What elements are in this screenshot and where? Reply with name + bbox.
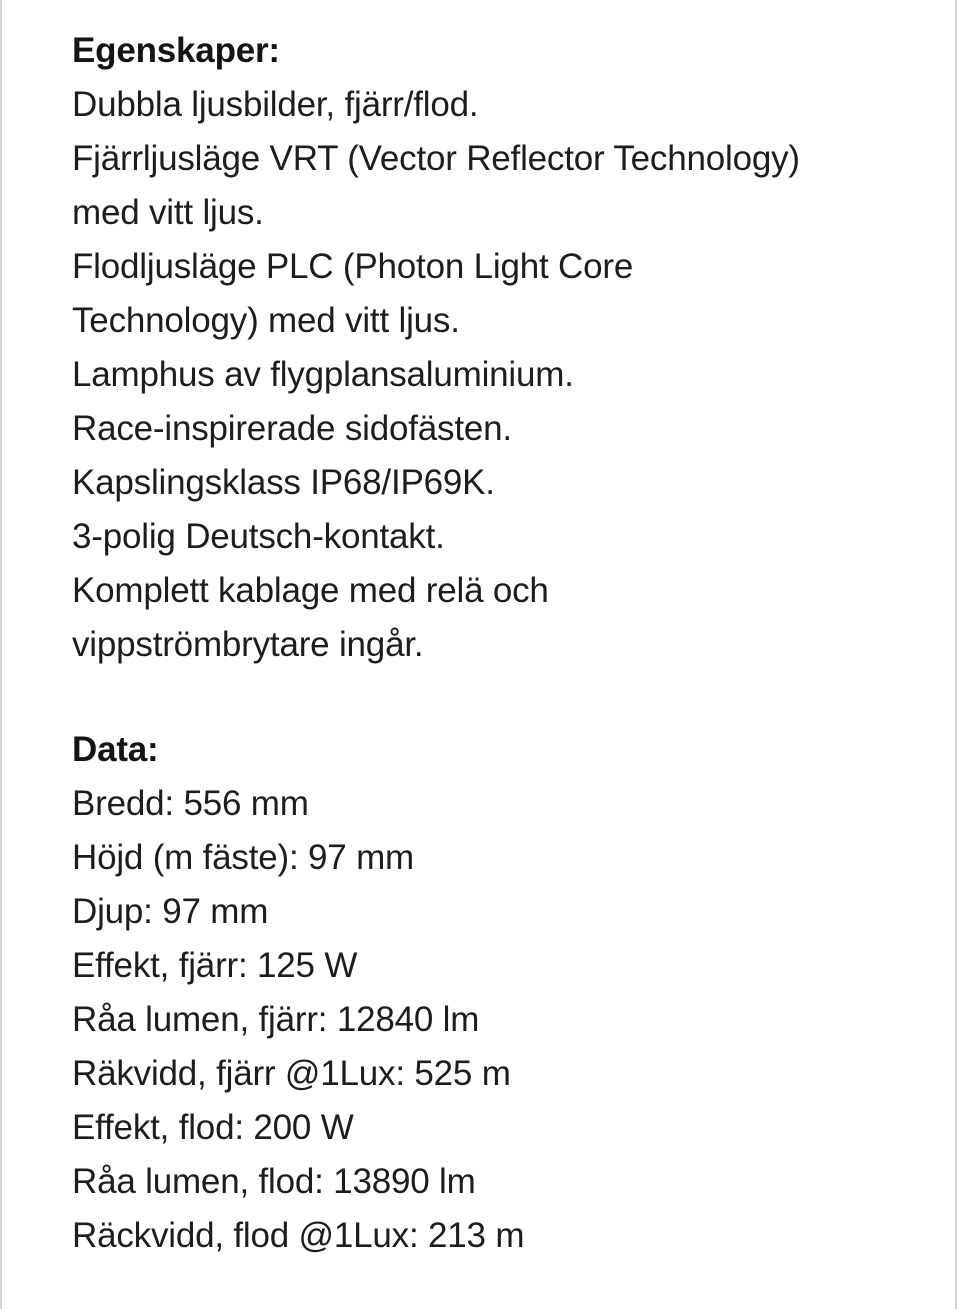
features-section	[72, 24, 895, 672]
feature-line: 3-polig Deutsch-kontakt.	[72, 517, 445, 556]
feature-line: Flodljusläge PLC (Photon Light Core	[72, 247, 634, 286]
spec-line-lumen-fjarr: Råa lumen, fjärr: 12840 lm	[72, 1000, 480, 1039]
feature-line: Fjärrljusläge VRT (Vector Reflector Technology)	[72, 139, 800, 178]
feature-line: Technology) med vitt ljus.	[72, 301, 460, 340]
feature-line: med vitt ljus.	[72, 193, 264, 232]
feature-line: Race-inspirerade sidofästen.	[72, 409, 512, 448]
spec-line-rackvidd-fjarr: Räkvidd, fjärr @1Lux: 525 m	[72, 1054, 511, 1093]
feature-line: Kapslingsklass IP68/IP69K.	[72, 463, 495, 502]
feature-line: Dubbla ljusbilder, fjärr/flod.	[72, 85, 479, 124]
data-section	[72, 723, 895, 1263]
spec-line-hojd: Höjd (m fäste): 97 mm	[72, 838, 414, 877]
spec-line-bredd: Bredd: 556 mm	[72, 784, 309, 823]
features-heading: Egenskaper:	[72, 31, 280, 70]
data-heading: Data:	[72, 730, 159, 769]
spec-line-djup: Djup: 97 mm	[72, 892, 269, 931]
feature-line: vippströmbrytare ingår.	[72, 625, 424, 664]
spec-line-effekt-flod: Effekt, flod: 200 W	[72, 1108, 354, 1147]
spec-line-rackvidd-flod: Räckvidd, flod @1Lux: 213 m	[72, 1216, 525, 1255]
spec-line-effekt-fjarr: Effekt, fjärr: 125 W	[72, 946, 358, 985]
feature-line: Komplett kablage med relä och	[72, 571, 549, 610]
feature-line: Lamphus av flygplansaluminium.	[72, 355, 574, 394]
spec-line-lumen-flod: Råa lumen, flod: 13890 lm	[72, 1162, 476, 1201]
